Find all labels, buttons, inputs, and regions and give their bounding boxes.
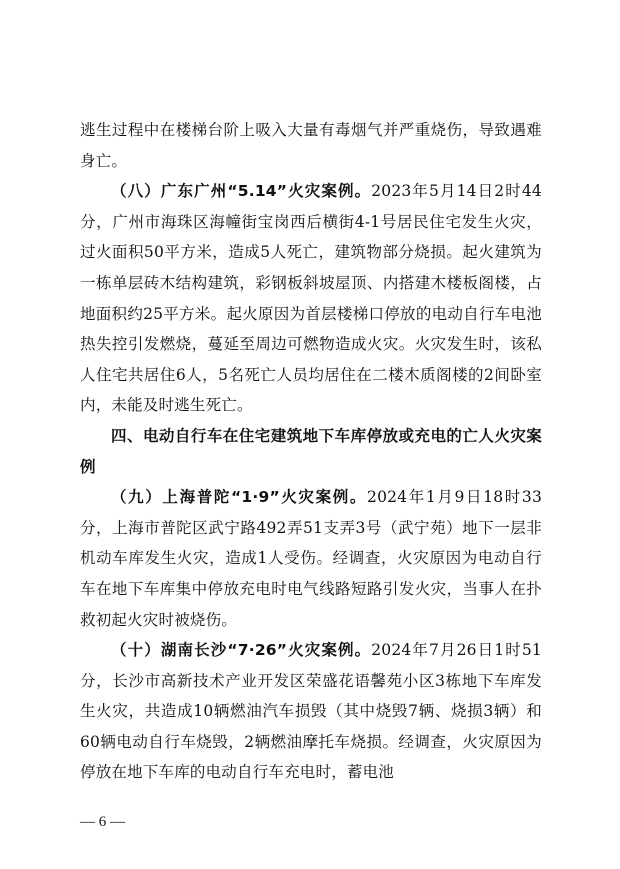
- case-9-body: 2024年1月9日18时33分，上海市普陀区武宁路492弄51支弄3号（武宁苑）地下一层非机动车库发生火灾，造成1人受伤。经调查，火灾原因为电动自行车在地下车库集中停放充电时电气线路短路引发火灾，当事人在扑救初起火灾时被烧伤。: [80, 488, 543, 629]
- document-body: [80, 115, 542, 788]
- case-8-body: 2023年5月14日2时44分，广州市海珠区海幢街宝岗西后横街4-1号居民住宅发生火灾，过火面积50平方米，造成5人死亡，建筑物部分烧损。起火建筑为一栋单层砖木结构建筑，彩钢板斜坡屋顶、内搭建木楼板阁楼，占地面积约25平方米。起火原因为首层楼梯口停放的电动自行车电池热失控引发燃烧，蔓延至周边可燃物造成火灾。火灾发生时，该私人住宅共居住6人，5名死亡人员均居住在二楼木质阁楼的2间卧室内，未能及时逃生死亡。: [80, 182, 542, 415]
- case-9-paragraph: [80, 482, 542, 635]
- case-8-paragraph: [80, 176, 542, 421]
- case-10-paragraph: [80, 635, 542, 788]
- paragraph-continuation: 逃生过程中在楼梯台阶上吸入大量有毒烟气并严重烧伤，导致遇难身亡。: [80, 121, 542, 170]
- page-number: — 6 —: [80, 814, 125, 830]
- case-8-title: （八）广东广州“5.14”火灾案例。: [111, 182, 372, 201]
- case-10-title: （十）湖南长沙“7·26”火灾案例。: [111, 641, 372, 660]
- section-4-heading: 四、电动自行车在住宅建筑地下车库停放或充电的亡人火灾案例: [80, 426, 542, 476]
- case-10-body: 2024年7月26日1时51分，长沙市高新技术产业开发区荣盛花语馨苑小区3栋地下车库发生火灾，共造成10辆燃油汽车损毁（其中烧毁7辆、烧损3辆）和60辆电动自行车烧毁，2辆燃油摩托车烧损。经调查，火灾原因为停放在地下车库的电动自行车充电时，蓄电池: [80, 641, 542, 782]
- case-9-title: （九）上海普陀“1·9”火灾案例。: [111, 488, 368, 507]
